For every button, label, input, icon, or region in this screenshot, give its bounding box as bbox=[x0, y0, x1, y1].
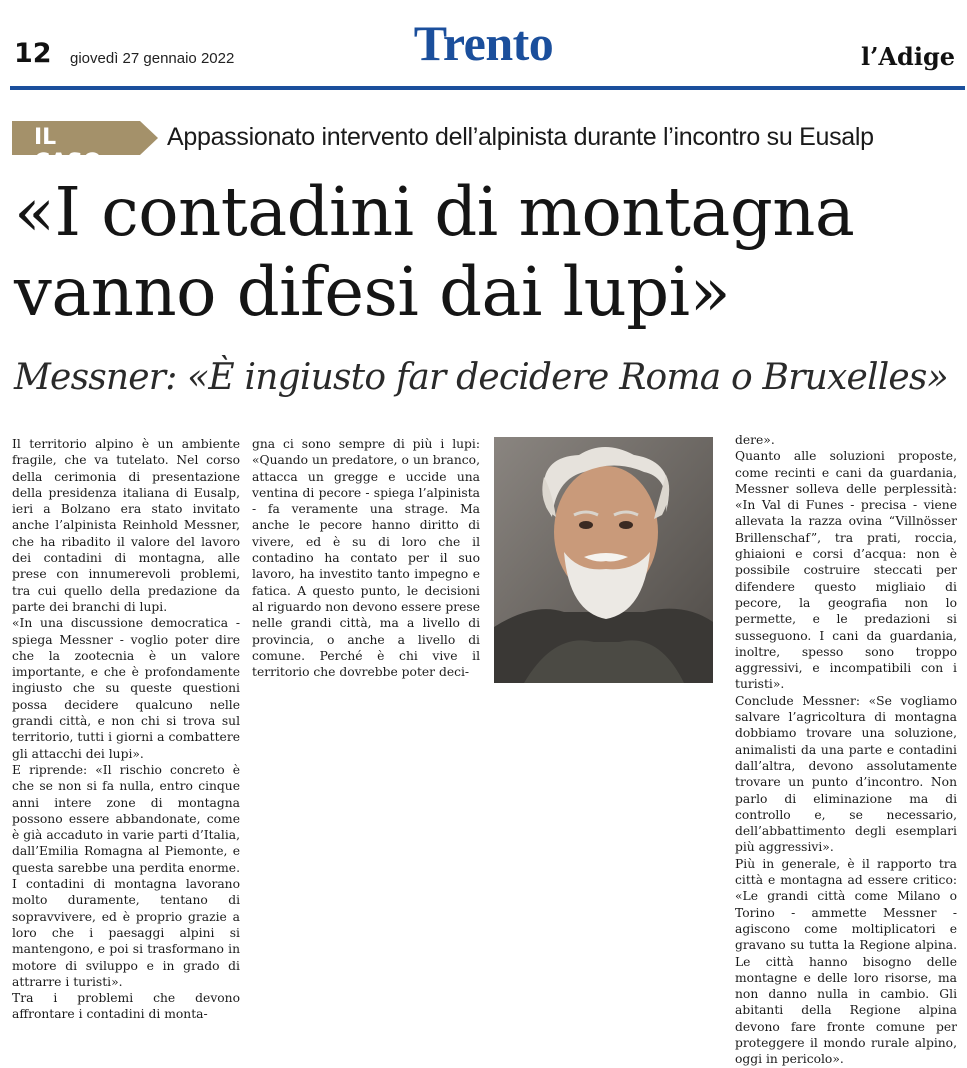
paragraph: Il territorio alpino è un ambiente fragile, che va tutelato. Nel corso della cerimonia di presentazione della presidenza italiana di Eusalp, ieri a Bolzano era stato invitato anche l’alpinista Reinhold Messner, che ha ribadito il valore del lavoro dei contadini di montagna, alle prese con innumerevoli problemi, tra cui quello della predazione da parte dei branchi di lupi. bbox=[12, 437, 240, 614]
paragraph: gna ci sono sempre di più i lupi: «Quando un predatore, o un branco, attacca un gregge e uccide una ventina di pecore - spiega l’alpinista - fa veramente una strage. Ma anche le pecore hanno diritto di vivere, ed è su di loro che il contadino ha contato per il suo lavoro, ha investito tanto impegno e fatica. A questo punto, le decisioni al riguardo non devono essere prese nelle grandi città, ma a livello di provincia, o anche a livello di comune. Perché è chi vive il territorio che dovrebbe poter deci- bbox=[252, 437, 480, 680]
article-column-1 bbox=[12, 436, 240, 1023]
headline-line-2: vanno difesi dai lupi» bbox=[14, 253, 731, 331]
paragraph: Tra i problemi che devono affrontare i contadini di monta- bbox=[12, 991, 240, 1022]
headline bbox=[14, 172, 964, 332]
page-number: 12 bbox=[14, 38, 52, 69]
portrait-photo bbox=[494, 437, 713, 683]
paragraph: dere». bbox=[735, 433, 775, 447]
newspaper-logo: l’Adige bbox=[860, 42, 955, 71]
paragraph: E riprende: «Il rischio concreto è che se non si fa nulla, entro cinque anni intere zone di montagna possono essere abbandonate, come è già accaduto in varie parti d’Italia, dall’Emilia Romagna al Piemonte, e questa sarebbe una perdita enorme. I contadini di montagna lavorano molto duramente, tentano di sopravvivere, ed è proprio grazie a loro che i paesaggi alpini si mantengono, e poi si trasformano in motore di sviluppo e in grado di attrarre i turisti». bbox=[12, 762, 240, 989]
article-column-3 bbox=[735, 432, 957, 1068]
kicker-badge-label: IL CASO bbox=[34, 125, 102, 175]
kicker bbox=[12, 121, 962, 175]
paragraph: Conclude Messner: «Se vogliamo salvare l’agricoltura di montagna dobbiamo trovare una soluzione, animalisti da una parte e contadini dall’altra, devono assolutamente trovare un punto d’incontro. Non parlo di eliminazione ma di controllo e, se necessario, dell’abbattimento degli esemplari più aggressivi». bbox=[735, 693, 957, 855]
kicker-text: Appassionato intervento dell’alpinista durante l’incontro su Eusalp bbox=[167, 123, 874, 151]
masthead-rule bbox=[10, 86, 965, 90]
section-title: Trento bbox=[413, 15, 554, 71]
subheadline: Messner: «È ingiusto far decidere Roma o Bruxelles» bbox=[14, 357, 948, 398]
masthead bbox=[0, 0, 967, 92]
publication-date: giovedì 27 gennaio 2022 bbox=[70, 50, 235, 67]
paragraph: Quanto alle soluzioni proposte, come recinti e cani da guardania, Messner solleva delle perplessità: «In Val di Funes - precisa - viene allevata la razza ovina “Villnösser Brillenschaf”, tra prati, roccia, ghiaioni e corsi d’acqua: non è possibile costruire steccati per difendere questo migliaio di pecore, la geografia non lo permette, e le predazioni si susseguono. I cani da guardania, inoltre, spesso sono troppo aggressivi, e incompatibili con i turisti». bbox=[735, 449, 957, 692]
article-column-2 bbox=[252, 436, 480, 680]
paragraph: «In una discussione democratica - spiega Messner - voglio poter dire che la zootecnia è un valore importante, e che è profondamente ingiusto che su queste questioni possa decidere qualcuno nelle grandi città, e non chi si trova sul territorio, tutti i giorni a combattere gli attacchi dei lupi». bbox=[12, 616, 240, 761]
portrait-photo-graphic bbox=[494, 437, 713, 683]
paragraph: Più in generale, è il rapporto tra città e montagna ad essere critico: «Le grandi città come Milano o Torino - ammette Messner - agiscono come moltiplicatori e gravano su tutta la Regione alpina. Le città hanno bisogno delle montagne e delle loro risorse, ma non danno nulla in cambio. Gli abitanti della Regione alpina devono fare fronte comune per proteggere il mondo rurale alpino, oggi in pericolo». bbox=[735, 856, 957, 1067]
headline-line-1: «I contadini di montagna bbox=[14, 173, 855, 251]
